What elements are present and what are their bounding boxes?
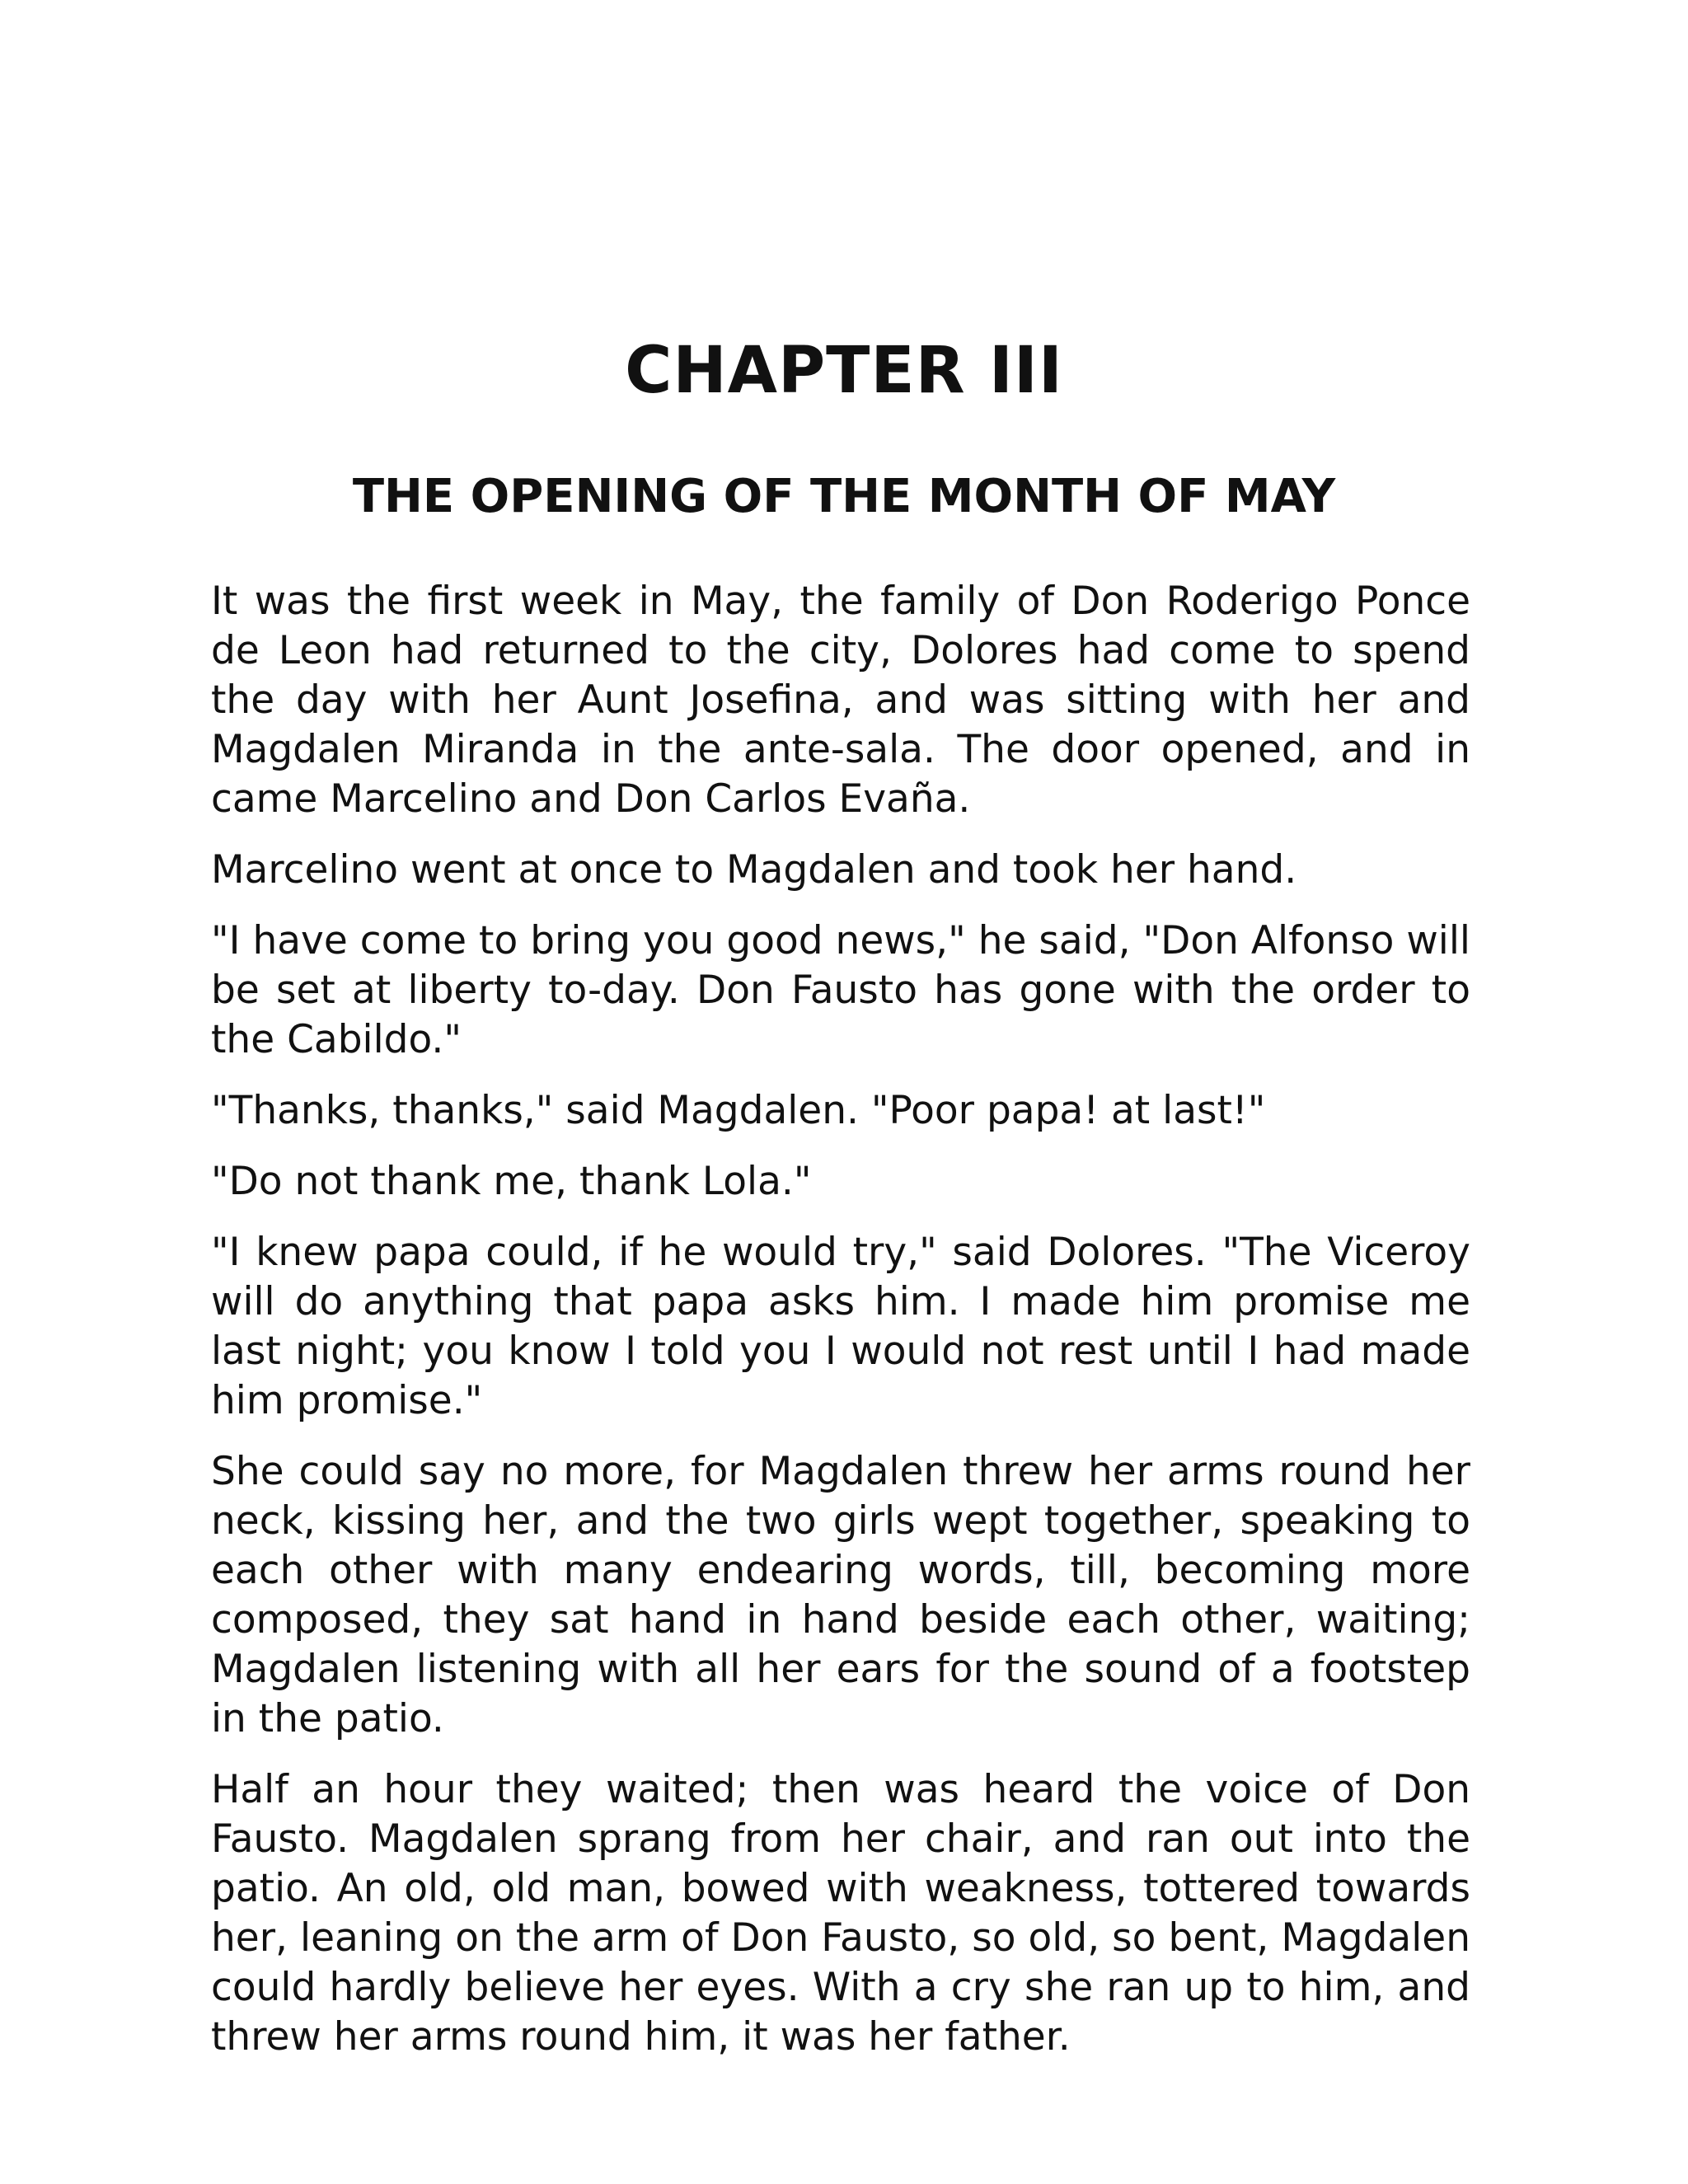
paragraph: "I knew papa could, if he would try," said Dolores. "The Viceroy will do anything that papa asks him. I made him promise me last night; you know I told you I would not rest until I had made him promise."	[211, 1230, 1470, 1423]
chapter-subtitle: THE OPENING OF THE MONTH OF MAY	[352, 470, 1336, 523]
paragraph: "Thanks, thanks," said Magdalen. "Poor papa! at last!"	[211, 1088, 1266, 1133]
paragraph: "Do not thank me, thank Lola."	[211, 1159, 812, 1204]
paragraph: Marcelino went at once to Magdalen and took her hand.	[211, 847, 1297, 893]
paragraph: She could say no more, for Magdalen threw her arms round her neck, kissing her, and the two girls wept together, speaking to each other with many endearing words, till, becoming more composed, they sat hand in hand beside each other, waiting; Magdalen listening with all her ears for the sound of a footstep in the patio.	[211, 1449, 1470, 1741]
chapter-title: CHAPTER III	[625, 334, 1063, 408]
paragraph: Half an hour they waited; then was heard the voice of Don Fausto. Magdalen sprang from her chair, and ran out into the patio. An old, old man, bowed with weakness, tottered towards her, leaning on the arm of Don Fausto, so old, so bent, Magdalen could hardly believe her eyes. With a cry she ran up to him, and threw her arms round him, it was her father.	[211, 1767, 1470, 2060]
chapter-body	[211, 577, 1470, 2083]
paragraph: "I have come to bring you good news," he said, "Don Alfonso will be set at liberty to-day. Don Fausto has gone with the order to the Cabildo."	[211, 918, 1470, 1062]
paragraph: It was the first week in May, the family of Don Roderigo Ponce de Leon had returned to the city, Dolores had come to spend the day with her Aunt Josefina, and was sitting with her and Magdalen Miranda in the ante-sala. The door opened, and in came Marcelino and Don Carlos Evaña.	[211, 579, 1470, 822]
